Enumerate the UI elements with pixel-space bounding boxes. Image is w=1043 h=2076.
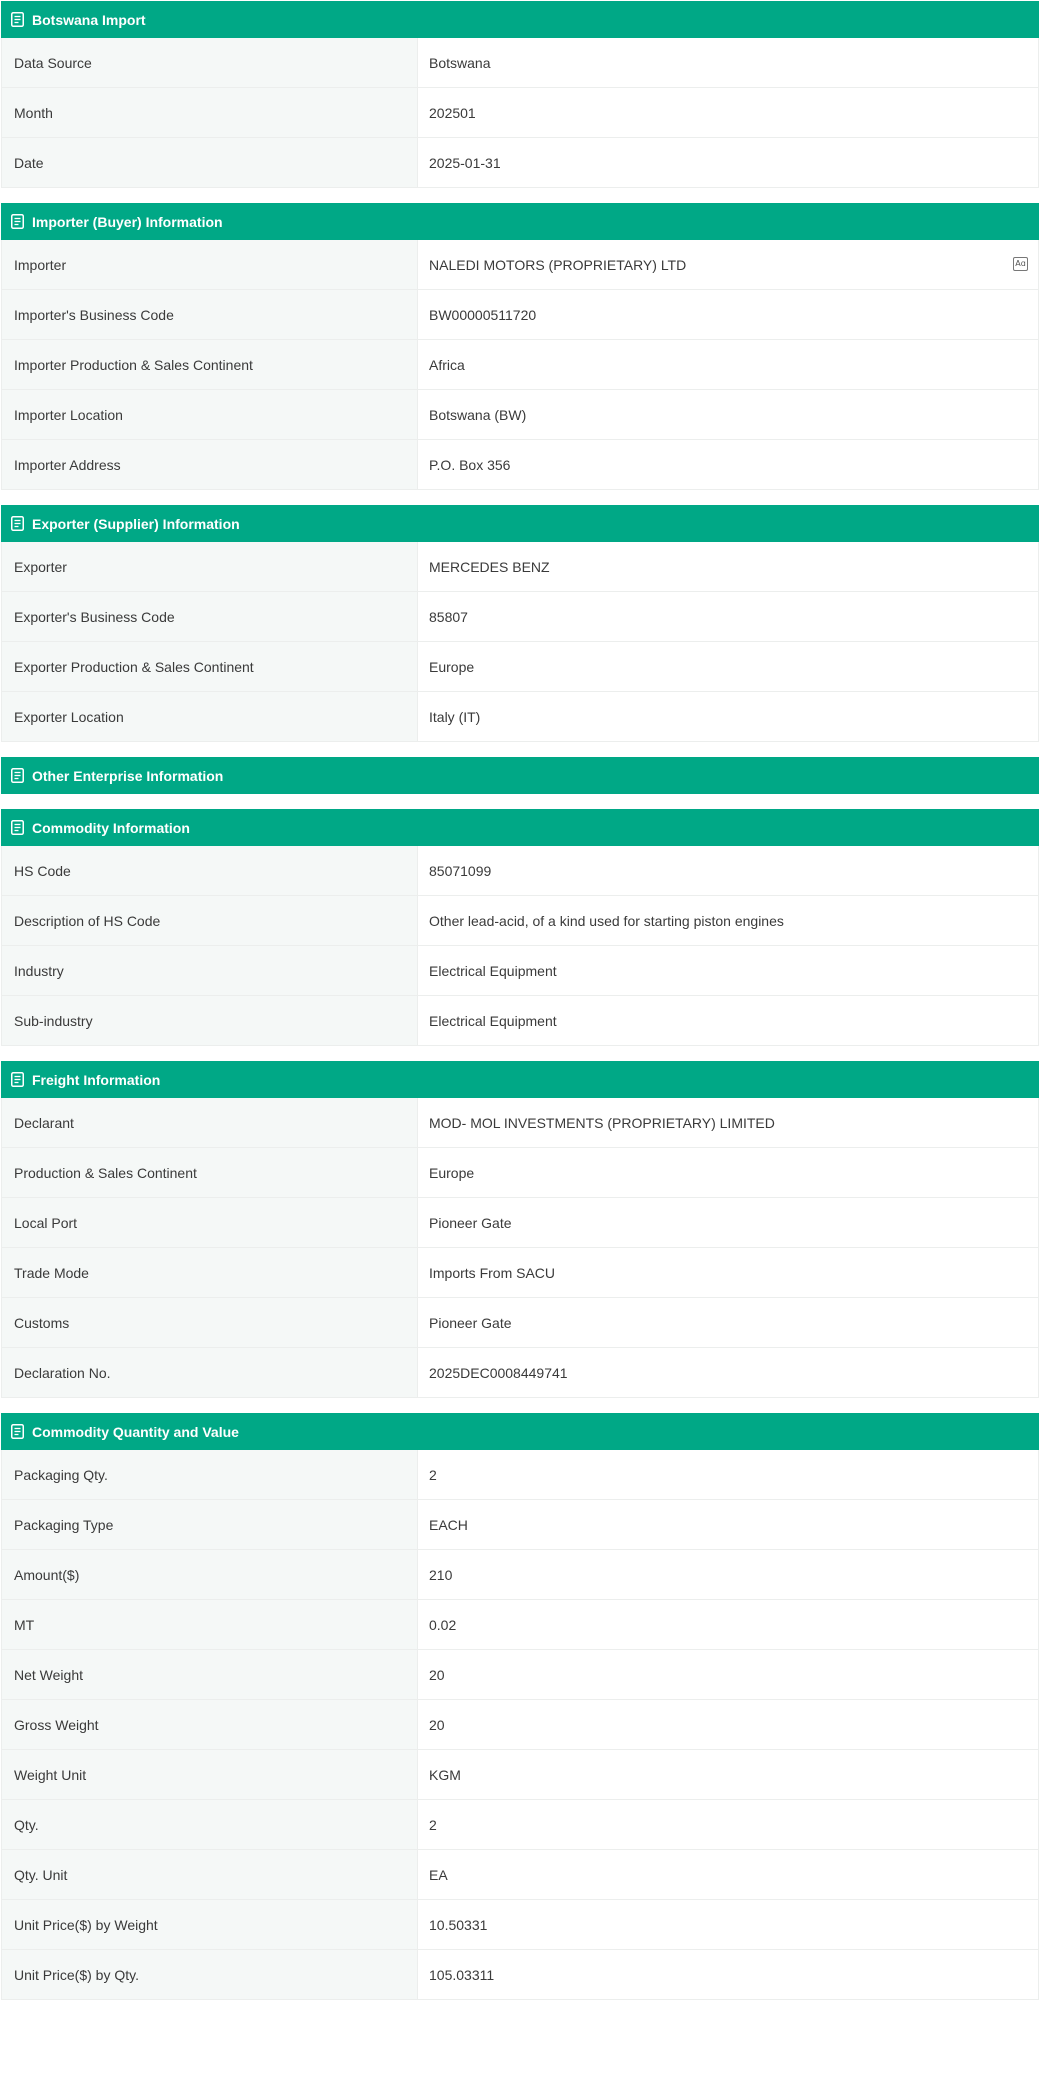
- section-freight-information: [1, 1061, 1039, 1398]
- field-value-text: 2: [429, 1816, 437, 1833]
- field-row-declarant: [2, 1098, 1038, 1148]
- field-label: Weight Unit: [2, 1750, 418, 1799]
- section-commodity-quantity-and-value: [1, 1413, 1039, 2000]
- field-value-text: 202501: [429, 104, 476, 121]
- section-spacer: [0, 490, 1043, 505]
- field-label: Customs: [2, 1298, 418, 1347]
- section-botswana-import: [1, 1, 1039, 188]
- field-row-production-sales-continent: [2, 1148, 1038, 1198]
- field-label: Importer Production & Sales Continent: [2, 340, 418, 389]
- field-value: [418, 1148, 1038, 1197]
- field-table: [1, 542, 1039, 742]
- field-row-industry: [2, 946, 1038, 996]
- field-value: [418, 896, 1038, 945]
- field-row-declaration-no: [2, 1348, 1038, 1398]
- field-value: [418, 542, 1038, 591]
- field-value: [418, 88, 1038, 137]
- section-header: [1, 1413, 1039, 1450]
- field-value-text: KGM: [429, 1766, 461, 1783]
- field-value: [418, 240, 1038, 289]
- field-value: [418, 1248, 1038, 1297]
- field-value-text: 85071099: [429, 862, 492, 879]
- field-label: Qty.: [2, 1800, 418, 1849]
- field-row-importer-production-sales-continent: [2, 340, 1038, 390]
- field-value-text: EA: [429, 1866, 448, 1883]
- field-value: [418, 1550, 1038, 1599]
- field-value: [418, 1750, 1038, 1799]
- field-value-text: Pioneer Gate: [429, 1214, 512, 1231]
- field-value-text: 20: [429, 1666, 445, 1683]
- section-commodity-information: [1, 809, 1039, 1046]
- field-label: Importer's Business Code: [2, 290, 418, 339]
- field-label: Production & Sales Continent: [2, 1148, 418, 1197]
- field-value: [418, 440, 1038, 489]
- field-label: Exporter Production & Sales Continent: [2, 642, 418, 691]
- section-spacer: [0, 1398, 1043, 1413]
- field-value-text: Electrical Equipment: [429, 962, 557, 979]
- field-value-text: MOD- MOL INVESTMENTS (PROPRIETARY) LIMITED: [429, 1114, 775, 1131]
- field-row-packaging-qty: [2, 1450, 1038, 1500]
- field-row-month: [2, 88, 1038, 138]
- field-label: Industry: [2, 946, 418, 995]
- field-row-qty: [2, 1800, 1038, 1850]
- field-row-weight-unit: [2, 1750, 1038, 1800]
- field-row-mt: [2, 1600, 1038, 1650]
- field-label: Data Source: [2, 38, 418, 87]
- field-row-local-port: [2, 1198, 1038, 1248]
- section-title: Freight Information: [32, 1071, 161, 1088]
- field-label: Exporter's Business Code: [2, 592, 418, 641]
- field-label: MT: [2, 1600, 418, 1649]
- field-value-text: Italy (IT): [429, 708, 481, 725]
- field-label: HS Code: [2, 846, 418, 895]
- document-icon: [11, 768, 24, 783]
- document-icon: [11, 820, 24, 835]
- field-value-text: MERCEDES BENZ: [429, 558, 550, 575]
- field-value: [418, 340, 1038, 389]
- field-value: [418, 1700, 1038, 1749]
- field-value-text: NALEDI MOTORS (PROPRIETARY) LTD: [429, 256, 687, 273]
- field-value-text: 105.03311: [429, 1966, 495, 1983]
- field-value-text: 85807: [429, 608, 468, 625]
- field-row-qty-unit: [2, 1850, 1038, 1900]
- section-title: Botswana Import: [32, 11, 146, 28]
- field-label: Local Port: [2, 1198, 418, 1247]
- section-title: Commodity Quantity and Value: [32, 1423, 239, 1440]
- field-row-amount: [2, 1550, 1038, 1600]
- field-label: Gross Weight: [2, 1700, 418, 1749]
- field-value-text: Europe: [429, 658, 475, 675]
- field-value: [418, 1650, 1038, 1699]
- field-row-unit-price-by-weight: [2, 1900, 1038, 1950]
- field-value-text: Other lead-acid, of a kind used for starting piston engines: [429, 912, 784, 929]
- section-header: [1, 203, 1039, 240]
- field-label: Declarant: [2, 1098, 418, 1147]
- field-value-text: EACH: [429, 1516, 468, 1533]
- field-label: Month: [2, 88, 418, 137]
- field-table: [1, 1098, 1039, 1398]
- field-value: [418, 38, 1038, 87]
- field-row-trade-mode: [2, 1248, 1038, 1298]
- field-row-importer-location: [2, 390, 1038, 440]
- document-icon: [11, 516, 24, 531]
- field-value: [418, 692, 1038, 741]
- field-value-text: 2: [429, 1466, 437, 1483]
- field-value-text: P.O. Box 356: [429, 456, 511, 473]
- field-row-data-source: [2, 38, 1038, 88]
- field-value: [418, 138, 1038, 187]
- section-spacer: [0, 742, 1043, 757]
- field-value: [418, 642, 1038, 691]
- field-value-text: Botswana: [429, 54, 491, 71]
- field-label: Net Weight: [2, 1650, 418, 1699]
- field-label: Qty. Unit: [2, 1850, 418, 1899]
- document-icon: [11, 1424, 24, 1439]
- field-label: Date: [2, 138, 418, 187]
- field-label: Description of HS Code: [2, 896, 418, 945]
- section-title: Commodity Information: [32, 819, 190, 836]
- translate-icon[interactable]: Aɑ: [1013, 257, 1028, 271]
- field-value-text: Botswana (BW): [429, 406, 527, 423]
- field-row-exporter-location: [2, 692, 1038, 742]
- field-value: [418, 1900, 1038, 1949]
- field-value-text: Europe: [429, 1164, 475, 1181]
- field-label: Unit Price($) by Qty.: [2, 1950, 418, 1999]
- document-icon: [11, 1072, 24, 1087]
- field-row-packaging-type: [2, 1500, 1038, 1550]
- field-label: Importer Address: [2, 440, 418, 489]
- section-header: [1, 809, 1039, 846]
- field-value: [418, 1800, 1038, 1849]
- field-value-text: Electrical Equipment: [429, 1012, 557, 1029]
- field-value: [418, 290, 1038, 339]
- field-row-date: [2, 138, 1038, 188]
- field-row-net-weight: [2, 1650, 1038, 1700]
- field-value: [418, 996, 1038, 1045]
- field-row-customs: [2, 1298, 1038, 1348]
- section-importer-buyer-information: [1, 203, 1039, 490]
- field-value: [418, 946, 1038, 995]
- field-row-unit-price-by-qty: [2, 1950, 1038, 2000]
- field-label: Exporter Location: [2, 692, 418, 741]
- field-value-text: 210: [429, 1566, 453, 1583]
- field-value: [418, 1298, 1038, 1347]
- section-header: [1, 1061, 1039, 1098]
- field-label: Importer: [2, 240, 418, 289]
- field-value: [418, 1950, 1038, 1999]
- field-value: [418, 1348, 1038, 1397]
- section-header: [1, 505, 1039, 542]
- section-spacer: [0, 1046, 1043, 1061]
- field-label: Packaging Type: [2, 1500, 418, 1549]
- field-value: [418, 1600, 1038, 1649]
- field-value-text: Imports From SACU: [429, 1264, 556, 1281]
- field-row-importer: [2, 240, 1038, 290]
- section-title: Exporter (Supplier) Information: [32, 515, 240, 532]
- field-value: [418, 1450, 1038, 1499]
- field-value: [418, 1500, 1038, 1549]
- field-value: [418, 846, 1038, 895]
- section-spacer: [0, 794, 1043, 809]
- field-table: [1, 38, 1039, 188]
- field-row-importer-address: [2, 440, 1038, 490]
- field-label: Exporter: [2, 542, 418, 591]
- field-table: [1, 240, 1039, 490]
- field-row-hs-code: [2, 846, 1038, 896]
- field-value-text: 20: [429, 1716, 445, 1733]
- field-value: [418, 1198, 1038, 1247]
- field-value-text: 10.50331: [429, 1916, 488, 1933]
- field-label: Trade Mode: [2, 1248, 418, 1297]
- field-row-importer-s-business-code: [2, 290, 1038, 340]
- field-table: [1, 1450, 1039, 2000]
- section-title: Other Enterprise Information: [32, 767, 224, 784]
- field-value-text: 2025-01-31: [429, 154, 501, 171]
- field-row-exporter-s-business-code: [2, 592, 1038, 642]
- section-other-enterprise-information: [1, 757, 1039, 794]
- field-value: [418, 1850, 1038, 1899]
- field-label: Importer Location: [2, 390, 418, 439]
- field-value: [418, 592, 1038, 641]
- document-icon: [11, 12, 24, 27]
- field-label: Unit Price($) by Weight: [2, 1900, 418, 1949]
- field-row-exporter: [2, 542, 1038, 592]
- field-row-description-of-hs-code: [2, 896, 1038, 946]
- field-label: Sub-industry: [2, 996, 418, 1045]
- field-label: Declaration No.: [2, 1348, 418, 1397]
- field-value: [418, 1098, 1038, 1147]
- section-spacer: [0, 188, 1043, 203]
- field-label: Amount($): [2, 1550, 418, 1599]
- field-value-text: BW00000511720: [429, 306, 537, 323]
- field-value-text: Pioneer Gate: [429, 1314, 512, 1331]
- field-label: Packaging Qty.: [2, 1450, 418, 1499]
- field-value-text: Africa: [429, 356, 465, 373]
- field-value-text: 2025DEC0008449741: [429, 1364, 568, 1381]
- section-header: [1, 757, 1039, 794]
- field-row-exporter-production-sales-continent: [2, 642, 1038, 692]
- section-title: Importer (Buyer) Information: [32, 213, 223, 230]
- field-value: [418, 390, 1038, 439]
- field-value-text: 0.02: [429, 1616, 457, 1633]
- section-header: [1, 1, 1039, 38]
- field-table: [1, 846, 1039, 1046]
- document-icon: [11, 214, 24, 229]
- field-row-gross-weight: [2, 1700, 1038, 1750]
- section-exporter-supplier-information: [1, 505, 1039, 742]
- field-row-sub-industry: [2, 996, 1038, 1046]
